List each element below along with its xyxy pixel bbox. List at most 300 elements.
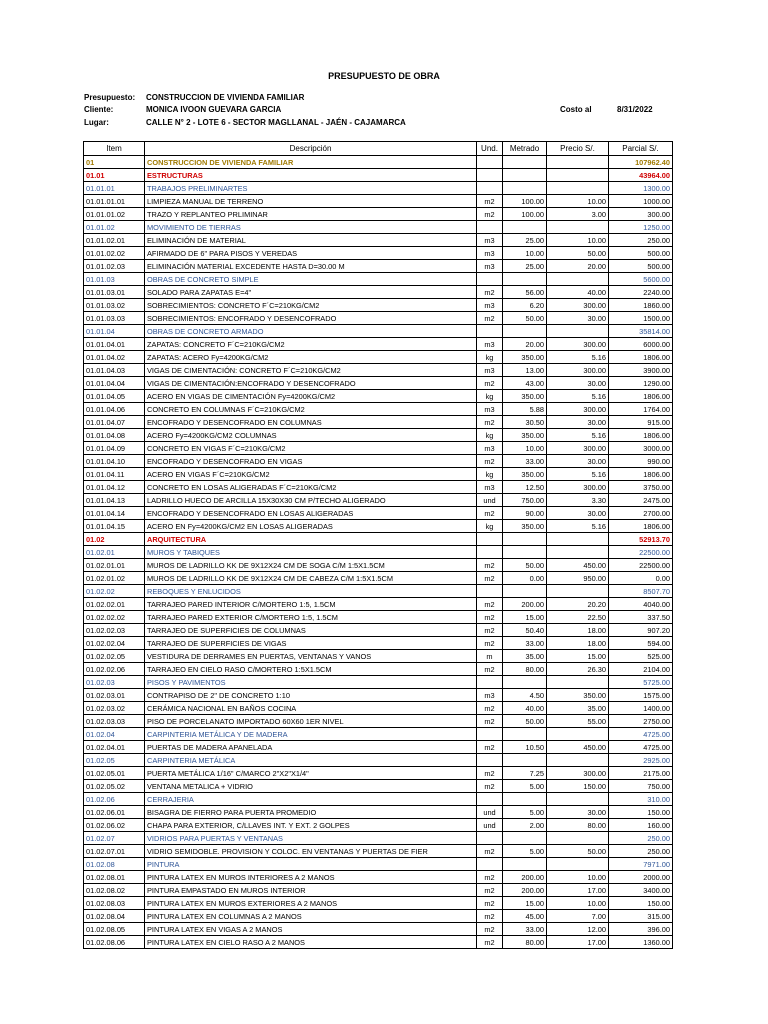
cell-precio: 5.16 (547, 520, 609, 533)
cell-parcial: 396.00 (609, 923, 673, 936)
cell-metrado: 10.00 (503, 247, 547, 260)
table-row (84, 442, 673, 455)
cell-descripcion: ZAPATAS: CONCRETO F´C=210KG/CM2 (145, 338, 477, 351)
cell-descripcion: VIGAS DE CIMENTACIÓN: CONCRETO F´C=210KG/CM2 (145, 364, 477, 377)
cell-precio (547, 754, 609, 767)
cell-item: 01.02.02.03 (84, 624, 145, 637)
cell-precio (547, 533, 609, 546)
cell-und (477, 754, 503, 767)
cell-parcial: 2104.00 (609, 663, 673, 676)
cell-item: 01.02.01.02 (84, 572, 145, 585)
cell-metrado: 40.00 (503, 702, 547, 715)
cell-metrado: 33.00 (503, 637, 547, 650)
cell-parcial: 250.00 (609, 234, 673, 247)
cell-precio (547, 832, 609, 845)
cell-parcial: 1575.00 (609, 689, 673, 702)
col-header-item: Item (84, 142, 145, 156)
cell-item: 01.01.01.01 (84, 195, 145, 208)
cell-metrado: 350.00 (503, 520, 547, 533)
cell-precio (547, 221, 609, 234)
cell-und: m2 (477, 416, 503, 429)
cell-descripcion: CONCRETO EN LOSAS ALIGERADAS F´C=210KG/CM2 (145, 481, 477, 494)
table-row (84, 312, 673, 325)
cell-item: 01.01.02.01 (84, 234, 145, 247)
cell-metrado: 25.00 (503, 260, 547, 273)
cell-und: m2 (477, 780, 503, 793)
cell-parcial: 337.50 (609, 611, 673, 624)
cell-descripcion: VIDRIOS PARA PUERTAS Y VENTANAS (145, 832, 477, 845)
cell-und: m2 (477, 845, 503, 858)
cell-parcial: 1250.00 (609, 221, 673, 234)
cell-precio: 55.00 (547, 715, 609, 728)
cell-descripcion: PINTURA EMPASTADO EN MUROS INTERIOR (145, 884, 477, 897)
cell-parcial: 1806.00 (609, 520, 673, 533)
cell-und (477, 533, 503, 546)
cell-und: m2 (477, 715, 503, 728)
cell-descripcion: ARQUITECTURA (145, 533, 477, 546)
cell-und: m2 (477, 377, 503, 390)
cell-parcial: 2240.00 (609, 286, 673, 299)
cell-metrado: 5.00 (503, 806, 547, 819)
table-row (84, 520, 673, 533)
cell-parcial: 4040.00 (609, 598, 673, 611)
section-row (84, 832, 673, 845)
cell-item: 01.02.06.02 (84, 819, 145, 832)
cell-descripcion: VENTANA METALICA + VIDRIO (145, 780, 477, 793)
cell-precio (547, 273, 609, 286)
cell-item: 01.01.03.02 (84, 299, 145, 312)
cell-precio: 5.16 (547, 468, 609, 481)
cell-precio: 15.00 (547, 650, 609, 663)
table-row (84, 871, 673, 884)
cell-precio: 10.00 (547, 234, 609, 247)
cell-descripcion: ACERO EN VIGAS DE CIMENTACIÓN Fy=4200KG/CM2 (145, 390, 477, 403)
cell-metrado: 200.00 (503, 598, 547, 611)
cell-precio: 450.00 (547, 741, 609, 754)
cell-precio: 950.00 (547, 572, 609, 585)
cell-parcial: 500.00 (609, 247, 673, 260)
cell-und (477, 169, 503, 182)
presupuesto-value: CONSTRUCCION DE VIVIENDA FAMILIAR (146, 93, 305, 102)
cell-metrado: 13.00 (503, 364, 547, 377)
table-row (84, 507, 673, 520)
cell-metrado (503, 858, 547, 871)
cell-precio: 30.00 (547, 507, 609, 520)
cell-metrado (503, 676, 547, 689)
cell-metrado: 10.50 (503, 741, 547, 754)
cell-precio: 50.00 (547, 247, 609, 260)
cell-descripcion: PINTURA (145, 858, 477, 871)
cell-metrado: 350.00 (503, 468, 547, 481)
cell-precio: 300.00 (547, 299, 609, 312)
cell-metrado (503, 832, 547, 845)
cell-metrado (503, 754, 547, 767)
cell-item: 01.02.04 (84, 728, 145, 741)
table-row (84, 481, 673, 494)
cell-precio: 300.00 (547, 442, 609, 455)
cell-und (477, 182, 503, 195)
table-row (84, 650, 673, 663)
cell-metrado: 7.25 (503, 767, 547, 780)
cell-metrado: 0.00 (503, 572, 547, 585)
cell-und (477, 832, 503, 845)
cell-parcial: 250.00 (609, 832, 673, 845)
cell-metrado: 80.00 (503, 936, 547, 949)
cell-item: 01.02.03.01 (84, 689, 145, 702)
cell-und: m2 (477, 507, 503, 520)
budget-table (83, 141, 673, 949)
cell-descripcion: CARPINTERIA METÁLICA (145, 754, 477, 767)
section-row (84, 728, 673, 741)
cell-item: 01.01.04.10 (84, 455, 145, 468)
lugar-value: CALLE N° 2 - LOTE 6 - SECTOR MAGLLANAL - JAÉN - CAJAMARCA (146, 118, 406, 127)
cell-descripcion: PINTURA LATEX EN VIGAS A 2 MANOS (145, 923, 477, 936)
cell-item: 01.02.05.01 (84, 767, 145, 780)
cell-parcial: 310.00 (609, 793, 673, 806)
cell-precio (547, 858, 609, 871)
table-row (84, 819, 673, 832)
cell-descripcion: PINTURA LATEX EN COLUMNAS A 2 MANOS (145, 910, 477, 923)
cell-und (477, 858, 503, 871)
table-row (84, 377, 673, 390)
cell-metrado: 50.00 (503, 312, 547, 325)
cell-precio: 5.16 (547, 351, 609, 364)
table-row (84, 494, 673, 507)
cell-parcial: 2000.00 (609, 871, 673, 884)
cell-precio: 7.00 (547, 910, 609, 923)
cell-item: 01.01 (84, 169, 145, 182)
cell-parcial: 1000.00 (609, 195, 673, 208)
cell-und: m2 (477, 598, 503, 611)
cell-precio: 17.00 (547, 884, 609, 897)
table-row (84, 923, 673, 936)
cell-metrado: 56.00 (503, 286, 547, 299)
cell-metrado: 80.00 (503, 663, 547, 676)
cell-metrado: 4.50 (503, 689, 547, 702)
table-row (84, 390, 673, 403)
cell-precio (547, 728, 609, 741)
cell-parcial: 907.20 (609, 624, 673, 637)
cell-precio: 20.00 (547, 260, 609, 273)
cell-und: m2 (477, 572, 503, 585)
cell-descripcion: ACERO EN VIGAS F´C=210KG/CM2 (145, 468, 477, 481)
cell-metrado: 35.00 (503, 650, 547, 663)
section-row (84, 221, 673, 234)
cell-descripcion: ACERO EN Fy=4200KG/CM2 EN LOSAS ALIGERADAS (145, 520, 477, 533)
cell-und: m2 (477, 871, 503, 884)
cell-precio: 10.00 (547, 897, 609, 910)
cell-und: m2 (477, 767, 503, 780)
cell-precio: 5.16 (547, 429, 609, 442)
cell-parcial: 1860.00 (609, 299, 673, 312)
table-row (84, 429, 673, 442)
cell-descripcion: ENCOFRADO Y DESENCOFRADO EN COLUMNAS (145, 416, 477, 429)
cell-descripcion: MOVIMIENTO DE TIERRAS (145, 221, 477, 234)
table-row (84, 936, 673, 949)
cell-parcial: 1806.00 (609, 351, 673, 364)
cell-precio: 50.00 (547, 845, 609, 858)
cell-precio: 20.20 (547, 598, 609, 611)
cell-metrado: 5.88 (503, 403, 547, 416)
cell-descripcion: CARPINTERIA METÁLICA Y DE MADERA (145, 728, 477, 741)
cell-metrado: 350.00 (503, 390, 547, 403)
cell-item: 01.02.04.01 (84, 741, 145, 754)
cell-metrado: 5.00 (503, 845, 547, 858)
cell-descripcion: VIGAS DE CIMENTACIÓN:ENCOFRADO Y DESENCOFRADO (145, 377, 477, 390)
cell-descripcion: CERRAJERIA (145, 793, 477, 806)
table-row (84, 299, 673, 312)
cell-descripcion: ENCOFRADO Y DESENCOFRADO EN VIGAS (145, 455, 477, 468)
cell-metrado: 45.00 (503, 910, 547, 923)
table-row (84, 403, 673, 416)
cell-und: m2 (477, 611, 503, 624)
cell-item: 01.01.03.01 (84, 286, 145, 299)
cliente-label: Cliente: (84, 105, 114, 114)
cell-metrado: 43.00 (503, 377, 547, 390)
cell-item: 01 (84, 156, 145, 169)
cell-und: m3 (477, 689, 503, 702)
cell-und (477, 221, 503, 234)
cell-metrado (503, 533, 547, 546)
cell-metrado: 25.00 (503, 234, 547, 247)
cell-descripcion: CONCRETO EN VIGAS F´C=210KG/CM2 (145, 442, 477, 455)
cell-precio: 450.00 (547, 559, 609, 572)
cell-parcial: 6000.00 (609, 338, 673, 351)
cell-precio: 35.00 (547, 702, 609, 715)
cell-item: 01.01.02.02 (84, 247, 145, 260)
cell-item: 01.01.04.01 (84, 338, 145, 351)
cell-descripcion: BISAGRA DE FIERRO PARA PUERTA PROMEDIO (145, 806, 477, 819)
cell-precio: 30.00 (547, 416, 609, 429)
cell-precio: 30.00 (547, 806, 609, 819)
cell-precio: 150.00 (547, 780, 609, 793)
cell-precio: 22.50 (547, 611, 609, 624)
cell-item: 01.01.04.06 (84, 403, 145, 416)
cell-parcial: 22500.00 (609, 546, 673, 559)
cell-parcial: 150.00 (609, 806, 673, 819)
cell-descripcion: CONCRETO EN COLUMNAS F´C=210KG/CM2 (145, 403, 477, 416)
table-row (84, 715, 673, 728)
section-row (84, 325, 673, 338)
cell-und: m2 (477, 897, 503, 910)
table-row (84, 338, 673, 351)
cell-item: 01.02.08.03 (84, 897, 145, 910)
cell-precio (547, 676, 609, 689)
section-row (84, 546, 673, 559)
table-row (84, 884, 673, 897)
table-row (84, 689, 673, 702)
cell-parcial: 2475.00 (609, 494, 673, 507)
cell-und: kg (477, 351, 503, 364)
cell-item: 01.02.03.03 (84, 715, 145, 728)
cell-parcial: 0.00 (609, 572, 673, 585)
cell-item: 01.01.04.14 (84, 507, 145, 520)
cell-metrado (503, 585, 547, 598)
cell-item: 01.01.04.07 (84, 416, 145, 429)
cell-descripcion: VESTIDURA DE DERRAMES EN PUERTAS, VENTANAS Y VANOS (145, 650, 477, 663)
cell-descripcion: TARRAJEO EN CIELO RASO C/MORTERO 1:5X1.5CM (145, 663, 477, 676)
cell-item: 01.01.04.05 (84, 390, 145, 403)
cell-und: m2 (477, 936, 503, 949)
section-row (84, 156, 673, 169)
cell-metrado: 750.00 (503, 494, 547, 507)
cell-und: kg (477, 429, 503, 442)
cell-parcial: 1764.00 (609, 403, 673, 416)
cell-und: m3 (477, 442, 503, 455)
cell-item: 01.01.01 (84, 182, 145, 195)
cell-descripcion: PINTURA LATEX EN MUROS INTERIORES A 2 MANOS (145, 871, 477, 884)
cell-descripcion: SOBRECIMIENTOS: CONCRETO F´C=210KG/CM2 (145, 299, 477, 312)
cell-precio: 300.00 (547, 481, 609, 494)
table-row (84, 559, 673, 572)
cell-parcial: 22500.00 (609, 559, 673, 572)
cell-parcial: 4725.00 (609, 741, 673, 754)
table-row (84, 234, 673, 247)
cell-parcial: 3750.00 (609, 481, 673, 494)
cell-metrado (503, 156, 547, 169)
cell-precio: 10.00 (547, 195, 609, 208)
table-row (84, 624, 673, 637)
cell-parcial: 300.00 (609, 208, 673, 221)
cell-descripcion: PISOS Y PAVIMENTOS (145, 676, 477, 689)
table-row (84, 910, 673, 923)
cell-und: m3 (477, 260, 503, 273)
cell-descripcion: ESTRUCTURAS (145, 169, 477, 182)
cell-precio: 80.00 (547, 819, 609, 832)
cell-parcial: 7971.00 (609, 858, 673, 871)
cell-und (477, 585, 503, 598)
cell-parcial: 43964.00 (609, 169, 673, 182)
cell-parcial: 990.00 (609, 455, 673, 468)
cell-precio: 300.00 (547, 338, 609, 351)
cell-item: 01.02.02.01 (84, 598, 145, 611)
cell-parcial: 5600.00 (609, 273, 673, 286)
cell-metrado (503, 169, 547, 182)
cell-und: m3 (477, 364, 503, 377)
cell-metrado: 15.00 (503, 897, 547, 910)
cell-und: m3 (477, 247, 503, 260)
document-title: PRESUPUESTO DE OBRA (328, 71, 440, 81)
table-row (84, 637, 673, 650)
cell-parcial: 107962.40 (609, 156, 673, 169)
cell-precio: 10.00 (547, 871, 609, 884)
cell-metrado: 12.50 (503, 481, 547, 494)
cell-descripcion: PINTURA LATEX EN CIELO RASO A 2 MANOS (145, 936, 477, 949)
cell-parcial: 1806.00 (609, 390, 673, 403)
cell-metrado (503, 728, 547, 741)
cell-parcial: 1400.00 (609, 702, 673, 715)
table-row (84, 286, 673, 299)
cell-metrado: 5.00 (503, 780, 547, 793)
section-row (84, 754, 673, 767)
cell-und: m3 (477, 403, 503, 416)
cell-descripcion: MUROS Y TABIQUES (145, 546, 477, 559)
cell-parcial: 2175.00 (609, 767, 673, 780)
table-row (84, 468, 673, 481)
cell-parcial: 315.00 (609, 910, 673, 923)
cell-und: und (477, 819, 503, 832)
cell-descripcion: TARRAJEO PARED EXTERIOR C/MORTERO 1:5, 1.5CM (145, 611, 477, 624)
cell-precio (547, 182, 609, 195)
cell-parcial: 250.00 (609, 845, 673, 858)
cell-und: m2 (477, 884, 503, 897)
cell-item: 01.01.03.03 (84, 312, 145, 325)
col-header-metrado: Metrado (503, 142, 547, 156)
cell-descripcion: SOLADO PARA ZAPATAS E=4" (145, 286, 477, 299)
cell-precio: 30.00 (547, 377, 609, 390)
cell-und: m3 (477, 299, 503, 312)
cell-und: m (477, 650, 503, 663)
cell-descripcion: LADRILLO HUECO DE ARCILLA 15X30X30 CM P/TECHO ALIGERADO (145, 494, 477, 507)
cell-precio: 30.00 (547, 312, 609, 325)
cell-metrado: 350.00 (503, 429, 547, 442)
cell-item: 01.02.01 (84, 546, 145, 559)
cell-item: 01.02.07.01 (84, 845, 145, 858)
cell-und: kg (477, 520, 503, 533)
cell-precio: 18.00 (547, 637, 609, 650)
cell-descripcion: CONSTRUCCION DE VIVIENDA FAMILIAR (145, 156, 477, 169)
cell-parcial: 2700.00 (609, 507, 673, 520)
cell-item: 01.01.04 (84, 325, 145, 338)
cell-descripcion: OBRAS DE CONCRETO ARMADO (145, 325, 477, 338)
cell-descripcion: TARRAJEO DE SUPERFICIES DE COLUMNAS (145, 624, 477, 637)
cell-metrado: 100.00 (503, 195, 547, 208)
costo-date: 8/31/2022 (617, 105, 653, 114)
cell-descripcion: ENCOFRADO Y DESENCOFRADO EN LOSAS ALIGERADAS (145, 507, 477, 520)
table-header-row (84, 142, 673, 156)
cell-item: 01.01.04.13 (84, 494, 145, 507)
cell-metrado: 10.00 (503, 442, 547, 455)
cell-parcial: 1806.00 (609, 429, 673, 442)
cell-parcial: 3400.00 (609, 884, 673, 897)
cell-precio: 40.00 (547, 286, 609, 299)
cell-metrado (503, 182, 547, 195)
cell-metrado: 50.00 (503, 715, 547, 728)
cell-precio (547, 793, 609, 806)
cell-descripcion: CONTRAPISO DE 2" DE CONCRETO 1:10 (145, 689, 477, 702)
cell-item: 01.01.04.12 (84, 481, 145, 494)
cell-item: 01.01.04.03 (84, 364, 145, 377)
cell-parcial: 160.00 (609, 819, 673, 832)
cell-und: m2 (477, 741, 503, 754)
cell-und: m3 (477, 234, 503, 247)
cell-item: 01.01.04.02 (84, 351, 145, 364)
table-row (84, 208, 673, 221)
cell-und: m2 (477, 208, 503, 221)
table-row (84, 741, 673, 754)
cell-und: m2 (477, 637, 503, 650)
cell-und: m2 (477, 923, 503, 936)
cell-precio: 5.16 (547, 390, 609, 403)
cell-item: 01.01.04.08 (84, 429, 145, 442)
cell-descripcion: LIMPIEZA MANUAL DE TERRENO (145, 195, 477, 208)
cell-item: 01.01.04.11 (84, 468, 145, 481)
cell-parcial: 3000.00 (609, 442, 673, 455)
cell-und: m2 (477, 663, 503, 676)
cell-parcial: 2750.00 (609, 715, 673, 728)
table-row (84, 416, 673, 429)
cell-descripcion: TRABAJOS PRELIMINARTES (145, 182, 477, 195)
cell-descripcion: VIDRIO SEMIDOBLE. PROVISION Y COLOC. EN VENTANAS Y PUERTAS DE FIER (145, 845, 477, 858)
cell-parcial: 3900.00 (609, 364, 673, 377)
cell-und: m3 (477, 338, 503, 351)
cell-parcial: 500.00 (609, 260, 673, 273)
cell-descripcion: MUROS DE LADRILLO KK DE 9X12X24 CM DE SOGA C/M 1:5X1.5CM (145, 559, 477, 572)
cell-descripcion: MUROS DE LADRILLO KK DE 9X12X24 CM DE CABEZA C/M 1:5X1.5CM (145, 572, 477, 585)
cell-parcial: 150.00 (609, 897, 673, 910)
cell-und: und (477, 494, 503, 507)
cell-parcial: 1290.00 (609, 377, 673, 390)
